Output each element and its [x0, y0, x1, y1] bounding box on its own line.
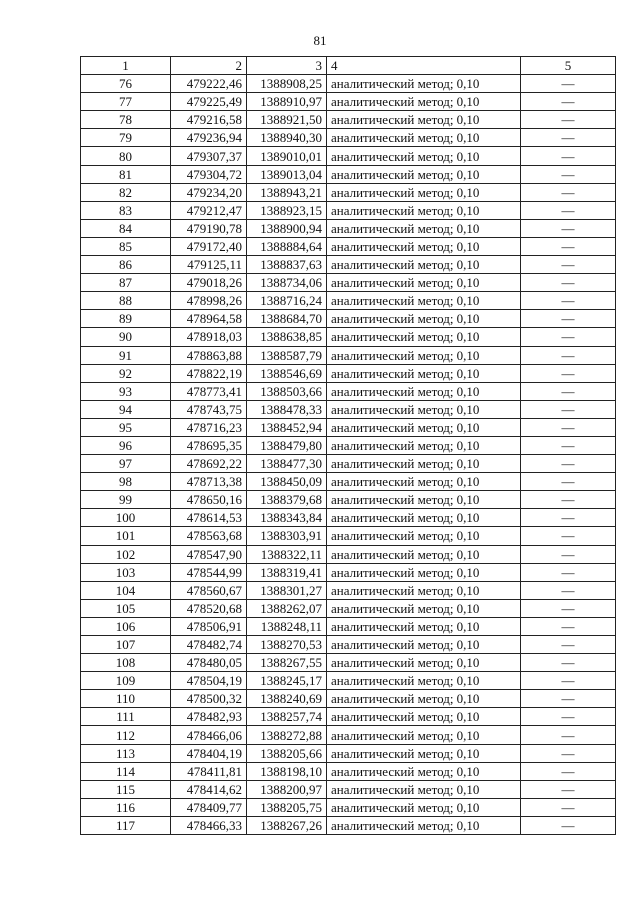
- table-row: [81, 310, 616, 328]
- x-coordinate-cell: 479225,49: [171, 93, 247, 111]
- header-col-1: 1: [81, 57, 171, 75]
- note-cell: —: [521, 93, 616, 111]
- method-accuracy-cell: аналитический метод; 0,10: [327, 129, 521, 147]
- method-accuracy-cell: аналитический метод; 0,10: [327, 491, 521, 509]
- x-coordinate-cell: 479190,78: [171, 219, 247, 237]
- point-number-cell: 92: [81, 364, 171, 382]
- y-coordinate-cell: 1388205,66: [247, 744, 327, 762]
- point-number-cell: 107: [81, 636, 171, 654]
- table-row: [81, 328, 616, 346]
- y-coordinate-cell: 1388908,25: [247, 75, 327, 93]
- point-number-cell: 99: [81, 491, 171, 509]
- method-accuracy-cell: аналитический метод; 0,10: [327, 744, 521, 762]
- method-accuracy-cell: аналитический метод; 0,10: [327, 256, 521, 274]
- table-row: [81, 509, 616, 527]
- table-row: [81, 744, 616, 762]
- method-accuracy-cell: аналитический метод; 0,10: [327, 237, 521, 255]
- x-coordinate-cell: 478614,53: [171, 509, 247, 527]
- point-number-cell: 89: [81, 310, 171, 328]
- y-coordinate-cell: 1388923,15: [247, 201, 327, 219]
- table-row: [81, 201, 616, 219]
- point-number-cell: 80: [81, 147, 171, 165]
- point-number-cell: 100: [81, 509, 171, 527]
- y-coordinate-cell: 1388837,63: [247, 256, 327, 274]
- y-coordinate-cell: 1388272,88: [247, 726, 327, 744]
- x-coordinate-cell: 479212,47: [171, 201, 247, 219]
- point-number-cell: 108: [81, 654, 171, 672]
- method-accuracy-cell: аналитический метод; 0,10: [327, 292, 521, 310]
- point-number-cell: 86: [81, 256, 171, 274]
- y-coordinate-cell: 1388734,06: [247, 274, 327, 292]
- x-coordinate-cell: 478998,26: [171, 292, 247, 310]
- y-coordinate-cell: 1388267,55: [247, 654, 327, 672]
- x-coordinate-cell: 478482,74: [171, 636, 247, 654]
- note-cell: —: [521, 744, 616, 762]
- table-row: [81, 165, 616, 183]
- table-row: [81, 617, 616, 635]
- x-coordinate-cell: 478650,16: [171, 491, 247, 509]
- page-number: 81: [313, 33, 327, 48]
- note-cell: —: [521, 726, 616, 744]
- y-coordinate-cell: 1388319,41: [247, 563, 327, 581]
- x-coordinate-cell: 478506,91: [171, 617, 247, 635]
- table-row: [81, 527, 616, 545]
- x-coordinate-cell: 479307,37: [171, 147, 247, 165]
- note-cell: —: [521, 382, 616, 400]
- y-coordinate-cell: 1388322,11: [247, 545, 327, 563]
- point-number-cell: 117: [81, 816, 171, 834]
- y-coordinate-cell: 1388910,97: [247, 93, 327, 111]
- table-row: [81, 455, 616, 473]
- note-cell: —: [521, 75, 616, 93]
- table-row: [81, 364, 616, 382]
- note-cell: —: [521, 617, 616, 635]
- method-accuracy-cell: аналитический метод; 0,10: [327, 545, 521, 563]
- point-number-cell: 84: [81, 219, 171, 237]
- x-coordinate-cell: 478713,38: [171, 473, 247, 491]
- point-number-cell: 106: [81, 617, 171, 635]
- note-cell: —: [521, 129, 616, 147]
- x-coordinate-cell: 478716,23: [171, 418, 247, 436]
- point-number-cell: 83: [81, 201, 171, 219]
- note-cell: —: [521, 581, 616, 599]
- point-number-cell: 93: [81, 382, 171, 400]
- x-coordinate-cell: 479018,26: [171, 274, 247, 292]
- x-coordinate-cell: 478822,19: [171, 364, 247, 382]
- note-cell: —: [521, 708, 616, 726]
- table-row: [81, 654, 616, 672]
- y-coordinate-cell: 1389013,04: [247, 165, 327, 183]
- y-coordinate-cell: 1388638,85: [247, 328, 327, 346]
- x-coordinate-cell: 478863,88: [171, 346, 247, 364]
- method-accuracy-cell: аналитический метод; 0,10: [327, 364, 521, 382]
- y-coordinate-cell: 1388546,69: [247, 364, 327, 382]
- point-number-cell: 81: [81, 165, 171, 183]
- point-number-cell: 116: [81, 798, 171, 816]
- table-row: [81, 473, 616, 491]
- x-coordinate-cell: 478563,68: [171, 527, 247, 545]
- header-col-5: 5: [521, 57, 616, 75]
- table-row: [81, 581, 616, 599]
- method-accuracy-cell: аналитический метод; 0,10: [327, 599, 521, 617]
- x-coordinate-cell: 478414,62: [171, 780, 247, 798]
- point-number-cell: 102: [81, 545, 171, 563]
- x-coordinate-cell: 479172,40: [171, 237, 247, 255]
- note-cell: —: [521, 798, 616, 816]
- x-coordinate-cell: 478409,77: [171, 798, 247, 816]
- x-coordinate-cell: 478692,22: [171, 455, 247, 473]
- x-coordinate-cell: 478773,41: [171, 382, 247, 400]
- note-cell: —: [521, 111, 616, 129]
- y-coordinate-cell: 1388257,74: [247, 708, 327, 726]
- method-accuracy-cell: аналитический метод; 0,10: [327, 328, 521, 346]
- y-coordinate-cell: 1388716,24: [247, 292, 327, 310]
- note-cell: —: [521, 455, 616, 473]
- table-row: [81, 798, 616, 816]
- point-number-cell: 110: [81, 690, 171, 708]
- method-accuracy-cell: аналитический метод; 0,10: [327, 382, 521, 400]
- note-cell: —: [521, 509, 616, 527]
- note-cell: —: [521, 473, 616, 491]
- note-cell: —: [521, 816, 616, 834]
- note-cell: —: [521, 780, 616, 798]
- table-row: [81, 780, 616, 798]
- table-row: [81, 382, 616, 400]
- point-number-cell: 79: [81, 129, 171, 147]
- y-coordinate-cell: 1388262,07: [247, 599, 327, 617]
- point-number-cell: 94: [81, 400, 171, 418]
- y-coordinate-cell: 1388379,68: [247, 491, 327, 509]
- note-cell: —: [521, 165, 616, 183]
- table-row: [81, 816, 616, 834]
- x-coordinate-cell: 479304,72: [171, 165, 247, 183]
- table-row: [81, 599, 616, 617]
- x-coordinate-cell: 478504,19: [171, 672, 247, 690]
- method-accuracy-cell: аналитический метод; 0,10: [327, 201, 521, 219]
- x-coordinate-cell: 478695,35: [171, 436, 247, 454]
- x-coordinate-cell: 478466,06: [171, 726, 247, 744]
- table-row: [81, 129, 616, 147]
- point-number-cell: 113: [81, 744, 171, 762]
- method-accuracy-cell: аналитический метод; 0,10: [327, 219, 521, 237]
- note-cell: —: [521, 346, 616, 364]
- note-cell: —: [521, 201, 616, 219]
- header-col-3: 3: [247, 57, 327, 75]
- point-number-cell: 95: [81, 418, 171, 436]
- y-coordinate-cell: 1388245,17: [247, 672, 327, 690]
- table-row: [81, 256, 616, 274]
- method-accuracy-cell: аналитический метод; 0,10: [327, 690, 521, 708]
- point-number-cell: 91: [81, 346, 171, 364]
- method-accuracy-cell: аналитический метод; 0,10: [327, 816, 521, 834]
- note-cell: —: [521, 147, 616, 165]
- y-coordinate-cell: 1388921,50: [247, 111, 327, 129]
- method-accuracy-cell: аналитический метод; 0,10: [327, 636, 521, 654]
- table-row: [81, 75, 616, 93]
- method-accuracy-cell: аналитический метод; 0,10: [327, 165, 521, 183]
- method-accuracy-cell: аналитический метод; 0,10: [327, 473, 521, 491]
- table-row: [81, 726, 616, 744]
- note-cell: —: [521, 563, 616, 581]
- x-coordinate-cell: 478480,05: [171, 654, 247, 672]
- y-coordinate-cell: 1388943,21: [247, 183, 327, 201]
- point-number-cell: 112: [81, 726, 171, 744]
- method-accuracy-cell: аналитический метод; 0,10: [327, 563, 521, 581]
- note-cell: —: [521, 274, 616, 292]
- method-accuracy-cell: аналитический метод; 0,10: [327, 509, 521, 527]
- y-coordinate-cell: 1388301,27: [247, 581, 327, 599]
- table-row: [81, 93, 616, 111]
- table-row: [81, 762, 616, 780]
- method-accuracy-cell: аналитический метод; 0,10: [327, 762, 521, 780]
- table-row: [81, 346, 616, 364]
- method-accuracy-cell: аналитический метод; 0,10: [327, 527, 521, 545]
- note-cell: —: [521, 545, 616, 563]
- y-coordinate-cell: 1388684,70: [247, 310, 327, 328]
- method-accuracy-cell: аналитический метод; 0,10: [327, 75, 521, 93]
- x-coordinate-cell: 478482,93: [171, 708, 247, 726]
- x-coordinate-cell: 478743,75: [171, 400, 247, 418]
- table-row: [81, 708, 616, 726]
- y-coordinate-cell: 1388479,80: [247, 436, 327, 454]
- point-number-cell: 111: [81, 708, 171, 726]
- y-coordinate-cell: 1388198,10: [247, 762, 327, 780]
- method-accuracy-cell: аналитический метод; 0,10: [327, 617, 521, 635]
- x-coordinate-cell: 478404,19: [171, 744, 247, 762]
- note-cell: —: [521, 762, 616, 780]
- x-coordinate-cell: 479234,20: [171, 183, 247, 201]
- note-cell: —: [521, 436, 616, 454]
- x-coordinate-cell: 479236,94: [171, 129, 247, 147]
- point-number-cell: 78: [81, 111, 171, 129]
- x-coordinate-cell: 478544,99: [171, 563, 247, 581]
- method-accuracy-cell: аналитический метод; 0,10: [327, 418, 521, 436]
- y-coordinate-cell: 1389010,01: [247, 147, 327, 165]
- table-row: [81, 147, 616, 165]
- note-cell: —: [521, 690, 616, 708]
- table-row: [81, 436, 616, 454]
- note-cell: —: [521, 636, 616, 654]
- table-row: [81, 400, 616, 418]
- method-accuracy-cell: аналитический метод; 0,10: [327, 654, 521, 672]
- y-coordinate-cell: 1388478,33: [247, 400, 327, 418]
- method-accuracy-cell: аналитический метод; 0,10: [327, 798, 521, 816]
- method-accuracy-cell: аналитический метод; 0,10: [327, 346, 521, 364]
- method-accuracy-cell: аналитический метод; 0,10: [327, 400, 521, 418]
- point-number-cell: 88: [81, 292, 171, 310]
- x-coordinate-cell: 479216,58: [171, 111, 247, 129]
- x-coordinate-cell: 479222,46: [171, 75, 247, 93]
- x-coordinate-cell: 478918,03: [171, 328, 247, 346]
- y-coordinate-cell: 1388248,11: [247, 617, 327, 635]
- x-coordinate-cell: 478964,58: [171, 310, 247, 328]
- y-coordinate-cell: 1388200,97: [247, 780, 327, 798]
- y-coordinate-cell: 1388477,30: [247, 455, 327, 473]
- y-coordinate-cell: 1388205,75: [247, 798, 327, 816]
- x-coordinate-cell: 478560,67: [171, 581, 247, 599]
- y-coordinate-cell: 1388503,66: [247, 382, 327, 400]
- method-accuracy-cell: аналитический метод; 0,10: [327, 93, 521, 111]
- y-coordinate-cell: 1388270,53: [247, 636, 327, 654]
- table-row: [81, 219, 616, 237]
- method-accuracy-cell: аналитический метод; 0,10: [327, 780, 521, 798]
- note-cell: —: [521, 310, 616, 328]
- x-coordinate-cell: 478500,32: [171, 690, 247, 708]
- table-row: [81, 418, 616, 436]
- point-number-cell: 77: [81, 93, 171, 111]
- point-number-cell: 115: [81, 780, 171, 798]
- method-accuracy-cell: аналитический метод; 0,10: [327, 726, 521, 744]
- point-number-cell: 96: [81, 436, 171, 454]
- method-accuracy-cell: аналитический метод; 0,10: [327, 147, 521, 165]
- note-cell: —: [521, 400, 616, 418]
- y-coordinate-cell: 1388343,84: [247, 509, 327, 527]
- note-cell: —: [521, 418, 616, 436]
- note-cell: —: [521, 672, 616, 690]
- note-cell: —: [521, 654, 616, 672]
- point-number-cell: 87: [81, 274, 171, 292]
- y-coordinate-cell: 1388884,64: [247, 237, 327, 255]
- y-coordinate-cell: 1388940,30: [247, 129, 327, 147]
- table-row: [81, 545, 616, 563]
- method-accuracy-cell: аналитический метод; 0,10: [327, 455, 521, 473]
- table-body: [81, 75, 616, 835]
- table-row: [81, 672, 616, 690]
- table-row: [81, 183, 616, 201]
- method-accuracy-cell: аналитический метод; 0,10: [327, 274, 521, 292]
- header-col-2: 2: [171, 57, 247, 75]
- point-number-cell: 109: [81, 672, 171, 690]
- method-accuracy-cell: аналитический метод; 0,10: [327, 581, 521, 599]
- note-cell: —: [521, 219, 616, 237]
- point-number-cell: 85: [81, 237, 171, 255]
- table-row: [81, 237, 616, 255]
- method-accuracy-cell: аналитический метод; 0,10: [327, 183, 521, 201]
- x-coordinate-cell: 478411,81: [171, 762, 247, 780]
- note-cell: —: [521, 183, 616, 201]
- point-number-cell: 105: [81, 599, 171, 617]
- method-accuracy-cell: аналитический метод; 0,10: [327, 310, 521, 328]
- method-accuracy-cell: аналитический метод; 0,10: [327, 111, 521, 129]
- header-row: [81, 57, 616, 75]
- y-coordinate-cell: 1388267,26: [247, 816, 327, 834]
- table-row: [81, 491, 616, 509]
- note-cell: —: [521, 527, 616, 545]
- note-cell: —: [521, 256, 616, 274]
- table-row: [81, 563, 616, 581]
- x-coordinate-cell: 479125,11: [171, 256, 247, 274]
- y-coordinate-cell: 1388900,94: [247, 219, 327, 237]
- point-number-cell: 101: [81, 527, 171, 545]
- header-col-4: 4: [327, 57, 521, 75]
- note-cell: —: [521, 237, 616, 255]
- note-cell: —: [521, 491, 616, 509]
- table-row: [81, 274, 616, 292]
- y-coordinate-cell: 1388303,91: [247, 527, 327, 545]
- table-row: [81, 690, 616, 708]
- y-coordinate-cell: 1388452,94: [247, 418, 327, 436]
- point-number-cell: 76: [81, 75, 171, 93]
- table-row: [81, 292, 616, 310]
- y-coordinate-cell: 1388240,69: [247, 690, 327, 708]
- point-number-cell: 104: [81, 581, 171, 599]
- note-cell: —: [521, 599, 616, 617]
- point-number-cell: 90: [81, 328, 171, 346]
- coordinates-table: [80, 56, 616, 835]
- point-number-cell: 82: [81, 183, 171, 201]
- x-coordinate-cell: 478520,68: [171, 599, 247, 617]
- x-coordinate-cell: 478466,33: [171, 816, 247, 834]
- note-cell: —: [521, 328, 616, 346]
- note-cell: —: [521, 292, 616, 310]
- point-number-cell: 97: [81, 455, 171, 473]
- y-coordinate-cell: 1388587,79: [247, 346, 327, 364]
- method-accuracy-cell: аналитический метод; 0,10: [327, 672, 521, 690]
- point-number-cell: 98: [81, 473, 171, 491]
- y-coordinate-cell: 1388450,09: [247, 473, 327, 491]
- table-row: [81, 111, 616, 129]
- table-row: [81, 636, 616, 654]
- point-number-cell: 114: [81, 762, 171, 780]
- method-accuracy-cell: аналитический метод; 0,10: [327, 708, 521, 726]
- x-coordinate-cell: 478547,90: [171, 545, 247, 563]
- method-accuracy-cell: аналитический метод; 0,10: [327, 436, 521, 454]
- point-number-cell: 103: [81, 563, 171, 581]
- note-cell: —: [521, 364, 616, 382]
